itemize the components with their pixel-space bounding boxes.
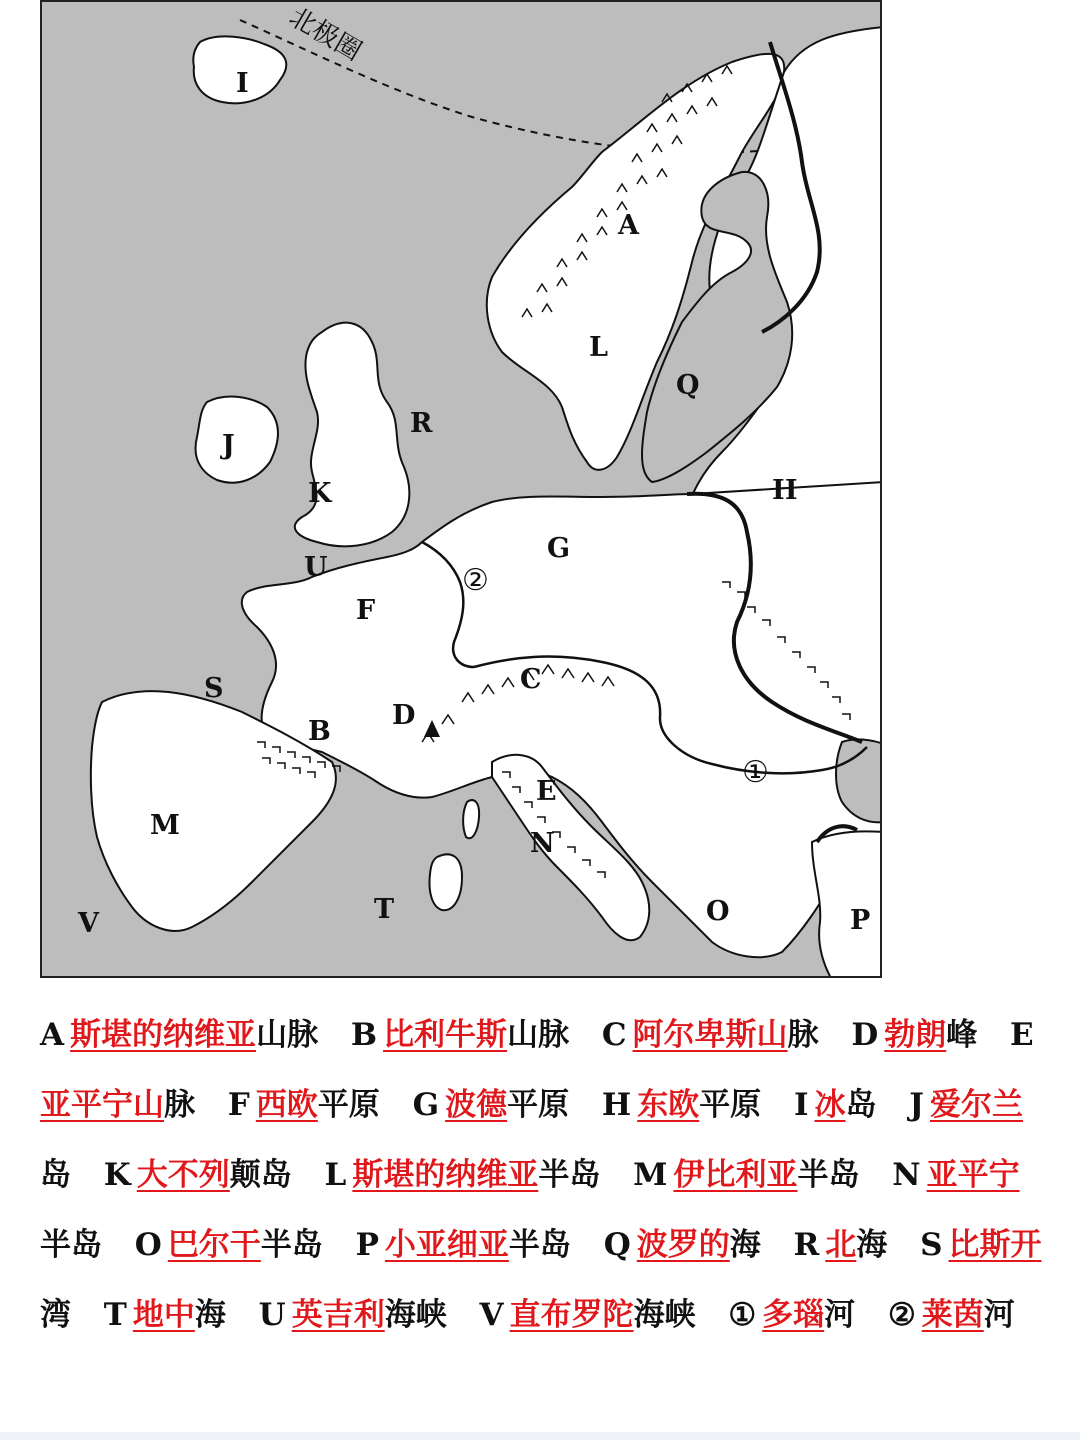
answer-fill: 波德 bbox=[445, 1087, 508, 1123]
answer-entry bbox=[480, 1297, 696, 1333]
answer-suffix: 颠岛 bbox=[229, 1157, 292, 1193]
island-ireland bbox=[196, 397, 278, 483]
answer-entry bbox=[40, 1017, 318, 1053]
answer-fill: 阿尔卑斯山 bbox=[632, 1017, 788, 1053]
answer-key-letter: N bbox=[892, 1157, 921, 1193]
answer-suffix: 平原 bbox=[317, 1087, 380, 1123]
answer-fill: 巴尔干 bbox=[167, 1227, 261, 1263]
answer-suffix: 山脉 bbox=[507, 1017, 570, 1053]
answer-entry bbox=[633, 1157, 859, 1193]
answer-fill: 西欧 bbox=[255, 1087, 318, 1123]
answer-suffix: 半岛 bbox=[538, 1157, 601, 1193]
answer-entry bbox=[325, 1157, 601, 1193]
map-label-s: S bbox=[204, 673, 224, 704]
answer-suffix: 海 bbox=[729, 1227, 761, 1263]
answer-suffix: 脉 bbox=[787, 1017, 819, 1053]
answer-entry bbox=[602, 1017, 819, 1053]
answer-fill: 地中 bbox=[132, 1297, 195, 1333]
answer-suffix: 平原 bbox=[699, 1087, 762, 1123]
answer-fill: 东欧 bbox=[637, 1087, 700, 1123]
answer-key-letter: O bbox=[134, 1227, 162, 1263]
answer-suffix: 海峡 bbox=[384, 1297, 447, 1333]
map-label-m: M bbox=[150, 810, 180, 841]
map-label-u: U bbox=[304, 552, 328, 583]
answer-key-letter: E bbox=[1010, 1017, 1034, 1053]
map-label-t: T bbox=[374, 894, 395, 925]
answer-key-letter: B bbox=[350, 1017, 378, 1053]
map-label-i: I bbox=[236, 68, 249, 99]
answer-suffix: 半岛 bbox=[40, 1227, 102, 1263]
answer-entry bbox=[794, 1227, 888, 1263]
answer-key-letter: H bbox=[601, 1087, 632, 1123]
answer-fill: 斯堪的纳维亚 bbox=[70, 1017, 257, 1053]
answer-fill: 亚平宁 bbox=[926, 1157, 1020, 1193]
answer-suffix: 河 bbox=[824, 1297, 856, 1333]
answer-suffix: 半岛 bbox=[797, 1157, 860, 1193]
answer-suffix: 峰 bbox=[946, 1017, 978, 1053]
land-asia-minor bbox=[812, 831, 882, 978]
map-label-f: F bbox=[356, 595, 376, 626]
answer-key-letter: F bbox=[227, 1087, 250, 1123]
answer-fill: 比斯开 bbox=[948, 1227, 1042, 1263]
answer-fill: 勃朗 bbox=[884, 1017, 947, 1053]
answer-entry bbox=[228, 1087, 380, 1123]
answer-key-letter: Q bbox=[603, 1227, 631, 1263]
answer-entry bbox=[351, 1017, 569, 1053]
answer-key-letter: U bbox=[258, 1297, 286, 1333]
answer-suffix: 山脉 bbox=[256, 1017, 319, 1053]
answer-key-letter: P bbox=[355, 1227, 379, 1263]
answer-key-letter: M bbox=[633, 1157, 668, 1193]
answer-fill: 伊比利亚 bbox=[673, 1157, 798, 1193]
answer-suffix: 岛 bbox=[40, 1157, 71, 1193]
answer-suffix: 半岛 bbox=[260, 1227, 323, 1263]
answer-entry bbox=[851, 1017, 977, 1053]
map-label-n: N bbox=[530, 828, 555, 859]
map-label-j: J bbox=[222, 430, 235, 461]
answer-suffix: 海 bbox=[856, 1227, 888, 1263]
answer-fill: 小亚细亚 bbox=[384, 1227, 509, 1263]
answer-fill: 莱茵 bbox=[921, 1297, 984, 1333]
arctic-circle-label: 北极圈 bbox=[283, 2, 367, 68]
answer-key-letter: G bbox=[412, 1087, 440, 1123]
answer-entry bbox=[104, 1157, 292, 1193]
map-label-k: K bbox=[308, 478, 332, 509]
answer-key-letter: C bbox=[601, 1017, 627, 1053]
answer-fill: 亚平宁山 bbox=[40, 1087, 164, 1123]
answer-fill: 英吉利 bbox=[291, 1297, 385, 1333]
answer-suffix: 海 bbox=[194, 1297, 226, 1333]
answer-key bbox=[40, 1000, 1045, 1350]
answer-entry bbox=[888, 1297, 1015, 1333]
answer-entry bbox=[794, 1087, 877, 1123]
answer-entry bbox=[104, 1297, 226, 1333]
answer-key-letter: ① bbox=[728, 1297, 757, 1333]
answer-key-letter: L bbox=[324, 1157, 347, 1193]
map-drawing bbox=[42, 2, 882, 978]
map-label-d: D bbox=[392, 700, 416, 731]
answer-entry bbox=[356, 1227, 571, 1263]
answer-key-letter: R bbox=[793, 1227, 820, 1263]
answer-suffix: 脉 bbox=[164, 1087, 195, 1123]
answer-key-letter: V bbox=[479, 1297, 504, 1333]
answer-fill: 波罗的 bbox=[636, 1227, 730, 1263]
answer-suffix: 岛 bbox=[845, 1087, 877, 1123]
map-label-c: C bbox=[520, 664, 542, 695]
island-sardinia bbox=[430, 854, 463, 910]
answer-fill: 比利牛斯 bbox=[383, 1017, 508, 1053]
answer-fill: 斯堪的纳维亚 bbox=[352, 1157, 539, 1193]
map-label-g: G bbox=[547, 533, 571, 564]
island-great-britain bbox=[295, 323, 410, 547]
answer-suffix: 湾 bbox=[40, 1297, 71, 1333]
map-label-e: E bbox=[536, 776, 557, 807]
answer-suffix: 海峡 bbox=[633, 1297, 696, 1333]
answer-entry bbox=[259, 1297, 447, 1333]
answer-fill: 爱尔兰 bbox=[929, 1087, 1023, 1123]
map-label-b: B bbox=[308, 716, 331, 747]
map-label-v: V bbox=[78, 908, 99, 939]
answer-fill: 直布罗陀 bbox=[509, 1297, 634, 1333]
answer-fill: 北 bbox=[825, 1227, 857, 1263]
map-label-r: R bbox=[410, 408, 433, 439]
island-corsica bbox=[463, 800, 479, 838]
answer-entry bbox=[135, 1227, 323, 1263]
answer-fill: 冰 bbox=[814, 1087, 846, 1123]
river-number-1: ① bbox=[742, 755, 769, 790]
map-label-o: O bbox=[706, 896, 730, 927]
answer-key-letter: J bbox=[909, 1087, 924, 1123]
answer-suffix: 河 bbox=[983, 1297, 1015, 1333]
map-label-h: H bbox=[772, 475, 798, 506]
answer-key-letter: K bbox=[103, 1157, 131, 1193]
answer-key-letter: A bbox=[40, 1017, 65, 1053]
answer-fill: 大不列 bbox=[136, 1157, 230, 1193]
answer-key-letter: T bbox=[103, 1297, 127, 1333]
answer-entry bbox=[604, 1227, 761, 1263]
map-label-q: Q bbox=[676, 370, 700, 401]
page-bottom-strip bbox=[0, 1432, 1080, 1440]
answer-suffix: 平原 bbox=[507, 1087, 570, 1123]
answer-key-letter: I bbox=[793, 1087, 809, 1123]
answer-entry bbox=[728, 1297, 855, 1333]
answer-key-letter: D bbox=[851, 1017, 879, 1053]
map-label-a: A bbox=[618, 210, 639, 241]
answer-key-letter: S bbox=[920, 1227, 943, 1263]
answer-fill: 多瑙 bbox=[762, 1297, 825, 1333]
answer-entry bbox=[413, 1087, 569, 1123]
answer-suffix: 半岛 bbox=[508, 1227, 571, 1263]
answer-key-letter: ② bbox=[887, 1297, 916, 1333]
answer-entry bbox=[602, 1087, 761, 1123]
europe-map bbox=[40, 0, 882, 978]
river-number-2: ② bbox=[462, 563, 489, 598]
map-label-l: L bbox=[589, 332, 608, 363]
map-label-p: P bbox=[850, 905, 871, 936]
